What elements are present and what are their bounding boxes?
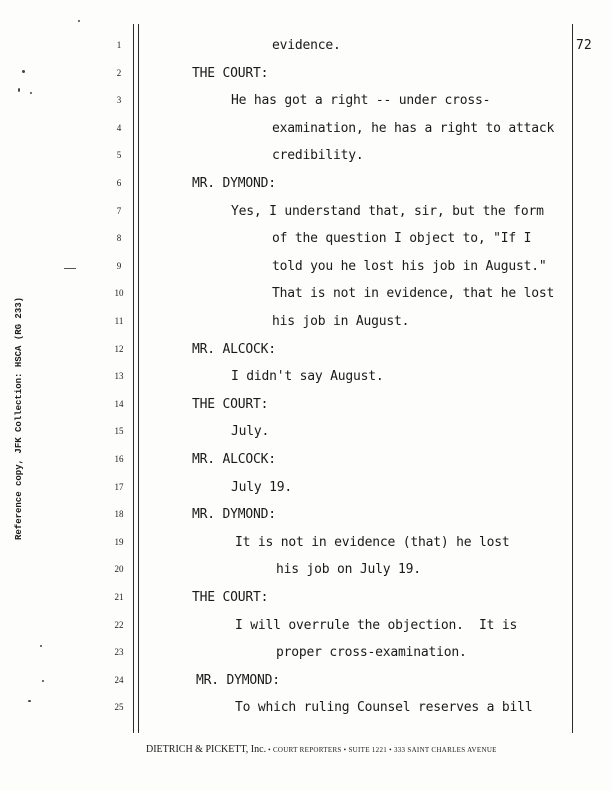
line-number: 6 <box>116 178 122 188</box>
line-number: 18 <box>114 509 124 520</box>
transcript-line: THE COURT: <box>192 65 269 81</box>
transcript-line: MR. DYMOND: <box>196 672 280 688</box>
footer-sep: • <box>341 746 349 754</box>
footer <box>146 744 497 755</box>
line-number: 17 <box>114 481 124 492</box>
transcript-line: I didn't say August. <box>231 369 384 385</box>
transcript-line: MR. DYMOND: <box>192 507 276 523</box>
line-number: 22 <box>114 619 124 630</box>
transcript-line: THE COURT: <box>192 396 269 412</box>
transcript-line: I will overrule the objection. It is <box>235 617 518 633</box>
line-number: 5 <box>116 150 122 161</box>
transcript-line: credibility. <box>272 148 364 164</box>
line-number: 2 <box>116 67 122 78</box>
scan-speck <box>40 645 42 647</box>
transcript-line: It is not in evidence (that) he lost <box>235 534 510 550</box>
transcript-line: Yes, I understand that, sir, but the form <box>231 203 544 219</box>
line-number: 19 <box>114 536 124 547</box>
footer-sep: • <box>266 746 273 754</box>
line-number: 12 <box>114 343 124 354</box>
scan-speck <box>30 92 32 94</box>
footer-firm: DIETRICH & PICKETT, Inc. <box>146 744 267 755</box>
transcript-line: To which ruling Counsel reserves a bill <box>235 700 533 716</box>
footer-address: 333 SAINT CHARLES AVENUE <box>393 746 497 754</box>
line-number: 16 <box>114 454 124 464</box>
line-number: 25 <box>114 702 124 713</box>
line-number: 15 <box>114 426 124 437</box>
line-number: 14 <box>114 398 124 409</box>
transcript-line: of the question I object to, "If I <box>272 231 532 247</box>
line-number: 13 <box>114 371 124 382</box>
footer-reporters: COURT REPORTERS <box>272 746 342 754</box>
scan-speck <box>22 70 25 73</box>
margin-rule-inner <box>138 24 139 733</box>
line-number: 20 <box>114 564 124 575</box>
archive-stamp: Reference copy, JFK Collection: HSCA (RG 233) <box>14 296 24 540</box>
line-number: 1 <box>116 40 122 50</box>
transcript-line: his job in August. <box>272 314 410 329</box>
transcript-line: July. <box>231 424 270 440</box>
footer-suite: SUITE 1221 <box>348 746 388 754</box>
transcript-line: examination, he has a right to attack <box>272 120 555 136</box>
line-number: 24 <box>114 674 124 685</box>
line-number: 7 <box>116 205 122 216</box>
margin-rule-outer <box>133 24 134 733</box>
line-number: 9 <box>116 260 122 271</box>
page-number: 72 <box>576 38 592 53</box>
transcript-line: MR. DYMOND: <box>192 176 276 191</box>
transcript-line: evidence. <box>272 38 341 53</box>
scan-speck <box>42 680 44 682</box>
scan-speck <box>78 20 80 22</box>
transcript-line: MR. ALCOCK: <box>192 452 276 467</box>
line-number: 10 <box>114 288 124 299</box>
scan-speck <box>18 88 20 92</box>
margin-rule-right <box>572 24 573 733</box>
line-number: 11 <box>114 316 124 326</box>
transcript-line: his job on July 19. <box>276 562 421 578</box>
transcript-line: MR. ALCOCK: <box>192 341 276 357</box>
scan-mark <box>64 268 76 269</box>
transcript-line: He has got a right -- under cross- <box>231 93 491 109</box>
transcript-line: told you he lost his job in August." <box>272 258 547 274</box>
line-number: 8 <box>116 233 122 244</box>
line-number: 21 <box>114 592 124 602</box>
line-number: 4 <box>116 122 122 133</box>
line-number: 3 <box>116 95 122 106</box>
transcript-line: proper cross-examination. <box>276 645 467 661</box>
transcript-line: July 19. <box>231 479 293 495</box>
footer-sep: • <box>387 746 394 754</box>
scan-speck <box>28 700 31 702</box>
line-number: 23 <box>114 647 124 658</box>
transcript-line: THE COURT: <box>192 590 269 605</box>
transcript-line: That is not in evidence, that he lost <box>272 286 555 302</box>
